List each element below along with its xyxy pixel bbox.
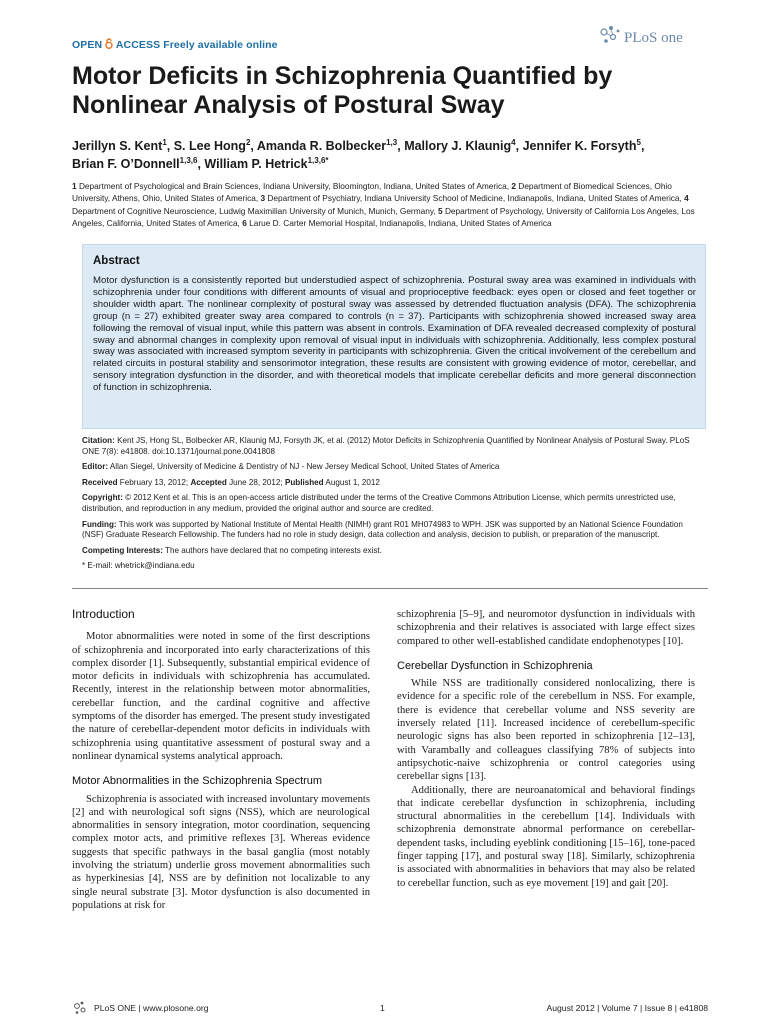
article-metadata	[82, 436, 706, 577]
correspondence-email[interactable]: * E-mail: whetrick@indiana.edu	[82, 561, 195, 571]
funding: Funding: This work was supported by National Institute of Mental Health (NIMH) grant R01 MH074983 to WPH. JSK was supported by an National Science Foundation (NSF) Graduate Research Fellowship. The funders had no role in study design, data collection and analysis, decision to publish, or preparation of the manuscript.	[82, 519, 683, 540]
author[interactable]: William P. Hetrick$^{1,3,6*}$	[204, 155, 329, 171]
paragraph: schizophrenia [5–9], and neuromotor dysfunction in individuals with schizophrenia and their relatives is associated with large effect sizes compared to other well-established candidate endophenotypes [10].	[397, 609, 695, 647]
author[interactable]: Jennifer K. Forsyth$^5$	[522, 137, 641, 153]
author[interactable]: Mallory J. Klaunig$^4$	[404, 137, 516, 153]
plos-molecule-icon	[598, 24, 622, 48]
plos-molecule-icon	[72, 1000, 88, 1016]
paragraph: Additionally, there are neuroanatomical and behavioral findings that indicate cerebellar dysfunction in schizophrenia, including structural abnormalities in the cerebellum [14]. Individuals with schizophrenia demonstrate abnormal performance on cerebellar-dependent tasks, including eyeblink conditioning [15–16], tone-paced finger tapping [17], and postural sway [18]. Similarly, schizophrenia is associated with abnormalities in behaviors that may also be related to cerebellar function, such as eye movement [19] and gait [20].	[397, 784, 695, 889]
plos-one-logo	[598, 24, 698, 52]
open-access-lock-icon	[105, 38, 113, 49]
competing-interests: Competing Interests: The authors have declared that no competing interests exist.	[82, 545, 382, 555]
body-column-left	[72, 608, 370, 912]
page-footer	[72, 1000, 708, 1018]
abstract-box	[82, 244, 706, 429]
abstract-text: Motor dysfunction is a consistently reported but understudied aspect of schizophrenia. Postural sway area was examined in individuals with schizophrenia under four conditions with different amounts of visual and proprioceptive feedback: eyes open or closed and feet together or shoulder width apart. The nonlinear complexity of postural sway was assessed by detrended fluctuation analysis (DFA). The schizophrenia group (n = 27) exhibited greater sway area compared to controls (n = 37). Participants with schizophrenia showed increased sway area following the removal of visual input, while this pattern was absent in controls. Examination of DFA revealed decreased complexity of postural sway and abnormal changes in complexity upon removal of visual input in individuals with schizophrenia. Additionally, less complex postural sway was associated with increased symptom severity in participants with schizophrenia. Given the critical involvement of the cerebellum and related circuits in postural stability and sensorimotor integration, these results are consistent with growing evidence of motor, cerebellar, and sensory integration dysfunction in the disorder, and with theoretical models that implicate cerebellar deficits and more general disconnection of function in schizophrenia.	[93, 275, 696, 394]
citation: Citation: Kent JS, Hong SL, Bolbecker AR, Klaunig MJ, Forsyth JK, et al. (2012) Motor Deficits in Schizophrenia Quantified by Nonlinear Analysis of Postural Sway. PLoS ONE 7(8): e41808. doi:10.1371/journal.pone.0041808	[82, 436, 690, 456]
author[interactable]: Amanda R. Bolbecker$^{1,3}$	[256, 137, 398, 153]
author[interactable]: S. Lee Hong$^2$	[173, 137, 251, 153]
open-access-banner	[72, 38, 278, 51]
abstract-heading: Abstract	[93, 255, 140, 267]
issue-info: August 2012 | Volume 7 | Issue 8 | e41808	[546, 1003, 708, 1013]
author[interactable]: Jerillyn S. Kent$^1$	[72, 137, 167, 153]
paragraph: Schizophrenia is associated with increased involuntary movements [2] and with neurological soft signs (NSS), which are neurological abnormalities in sensory integration, motor coordination, sequencing complex motor acts, and primitive reflexes [3]. Whereas evidence suggests that specific pathways in the basal ganglia (most notably involving the striatum) underlie gross movement abnormalities such as hyperkinesias [4], NSS are by definition not localizable to any single neural substrate [3]. Motor dysfunction is also documented in populations at risk for	[72, 793, 370, 911]
plos-one-logo-text: PLoS one	[624, 30, 683, 46]
article-title: Motor Deficits in Schizophrenia Quantified by Nonlinear Analysis of Postural Sway	[72, 62, 613, 119]
subsection-heading: Motor Abnormalities in the Schizophrenia Spectrum	[72, 775, 323, 788]
open-label: OPEN	[72, 39, 103, 51]
subsection-heading: Cerebellar Dysfunction in Schizophrenia	[397, 659, 593, 672]
page-number: 1	[380, 1003, 385, 1013]
editor: Editor: Allan Siegel, University of Medicine & Dentistry of NJ - New Jersey Medical School, United States of America	[82, 462, 500, 472]
author[interactable]: Brian F. O’Donnell$^{1,3,6}$	[72, 155, 198, 171]
section-divider	[72, 588, 708, 589]
paragraph: While NSS are traditionally considered nonlocalizing, there is evidence for a specific role of the cerebellum in NSS. For example, there is evidence that cerebellar volume and NSS severity are inversely related [11]. Increased incidence of cerebellum-specific neurologic signs has also been reported in schizophrenia [12–13], with Varambally and colleagues classifying 78% of subjects into antipsychotic-naive schizophrenia or control categories using cerebellar signs [13].	[397, 678, 695, 783]
journal-site-link[interactable]: PLoS ONE | www.plosone.org	[94, 1003, 209, 1013]
body-column-right	[397, 608, 695, 890]
dates: Received February 13, 2012; Accepted June 28, 2012; Published August 1, 2012	[82, 477, 380, 487]
copyright: Copyright: © 2012 Kent et al. This is an open-access article distributed under the terms of the Creative Commons Attribution License, which permits unrestricted use, distribution, and reproduction in any medium, provided the original author and source are credited.	[82, 493, 676, 513]
paragraph: Motor abnormalities were noted in some of the first descriptions of schizophrenia and incorporated into early characterizations of this complex disorder [1]. Subsequently, substantial empirical evidence of motor deficits in individuals with schizophrenia has accumulated. Recently, interest in the relationship between motor abnormalities, cerebellar function, and the cardinal cognitive and affective symptoms of the disorder has emerged. The present study investigated the nature of cerebellar-dependent motor deficits in individuals with schizophrenia using quantitative assessment of postural sway and a nonlinear dynamical systems analytical approach.	[72, 631, 370, 762]
access-label: ACCESS	[115, 39, 161, 51]
author-list: Jerillyn S. Kent$^1$, S. Lee Hong$^2$, Amanda R. Bolbecker$^{1,3}$, Mallory J. Klaunig$^4$, Jennifer K. Forsyth$^5$, Brian F. O’Donnell$^{1,3,6}$, William P. Hetrick$^{1,3,6*}$	[72, 137, 645, 171]
freely-available-label: Freely available online	[163, 39, 278, 51]
section-heading-introduction: Introduction	[72, 607, 135, 621]
affiliations: 1 Department of Psychological and Brain Sciences, Indiana University, Bloomington, Indiana, United States of America, 2 Department of Biomedical Sciences, Ohio University, Athens, Ohio, United States of America, 3 Department of Psychiatry, Indiana University School of Medicine, Indianapolis, Indiana, United States of America, 4 Department of Cognitive Neuroscience, Ludwig Maximilian University of Munich, Munich, Germany, 5 Department of Psychology, University of California Los Angeles, Los Angeles, California, United States of America, 6 Larue D. Carter Memorial Hospital, Indianapolis, Indiana, United States of America	[72, 181, 695, 229]
